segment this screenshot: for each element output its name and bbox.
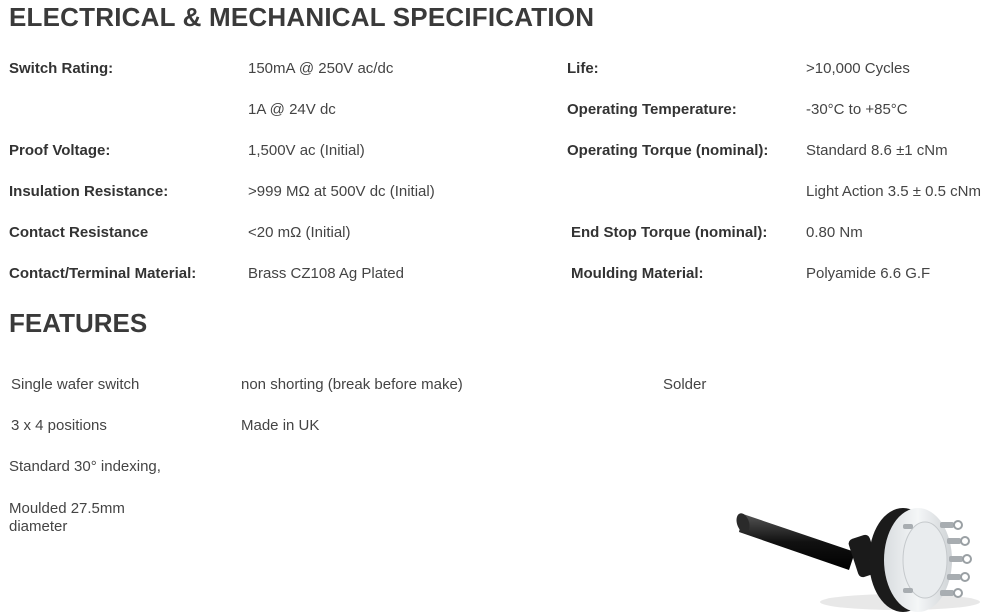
spec-value: 1,500V ac (Initial) (248, 142, 365, 159)
spec-value: >999 MΩ at 500V dc (Initial) (248, 183, 435, 200)
spec-value: <20 mΩ (Initial) (248, 224, 351, 241)
spec-label: Life: (567, 60, 599, 77)
feature-item: Moulded 27.5mm diameter (9, 500, 125, 535)
spec-label: Contact/Terminal Material: (9, 265, 197, 282)
feature-item: 3 x 4 positions (11, 417, 107, 434)
spec-label: Moulding Material: (571, 265, 704, 282)
spec-label: Insulation Resistance: (9, 183, 169, 200)
features-heading: FEATURES (9, 308, 148, 338)
spec-label: Operating Temperature: (567, 101, 737, 118)
feature-item: non shorting (break before make) (241, 376, 463, 393)
spec-label: Switch Rating: (9, 60, 114, 77)
spec-value: >10,000 Cycles (806, 60, 910, 77)
spec-value: 0.80 Nm (806, 224, 863, 241)
spec-label: Proof Voltage: (9, 142, 111, 159)
spec-value: Standard 8.6 ±1 cNm (806, 142, 948, 159)
spec-value: Brass CZ108 Ag Plated (248, 265, 404, 282)
spec-label: End Stop Torque (nominal): (571, 224, 768, 241)
spec-value: -30°C to +85°C (806, 101, 908, 118)
spec-value: 1A @ 24V dc (248, 101, 336, 118)
feature-item: Standard 30° indexing, (9, 458, 161, 475)
spec-value: Polyamide 6.6 G.F (806, 265, 931, 282)
spec-heading: ELECTRICAL & MECHANICAL SPECIFICATION (9, 2, 595, 32)
spec-value: Light Action 3.5 ± 0.5 cNm (806, 183, 981, 200)
feature-item: Single wafer switch (11, 376, 140, 393)
feature-item: Made in UK (241, 417, 320, 434)
rotary-switch-photo-icon (735, 478, 1000, 613)
spec-label: Contact Resistance (9, 224, 149, 241)
spec-label: Operating Torque (nominal): (567, 142, 769, 159)
feature-item: Solder (663, 376, 707, 393)
spec-value: 150mA @ 250V ac/dc (248, 60, 394, 77)
